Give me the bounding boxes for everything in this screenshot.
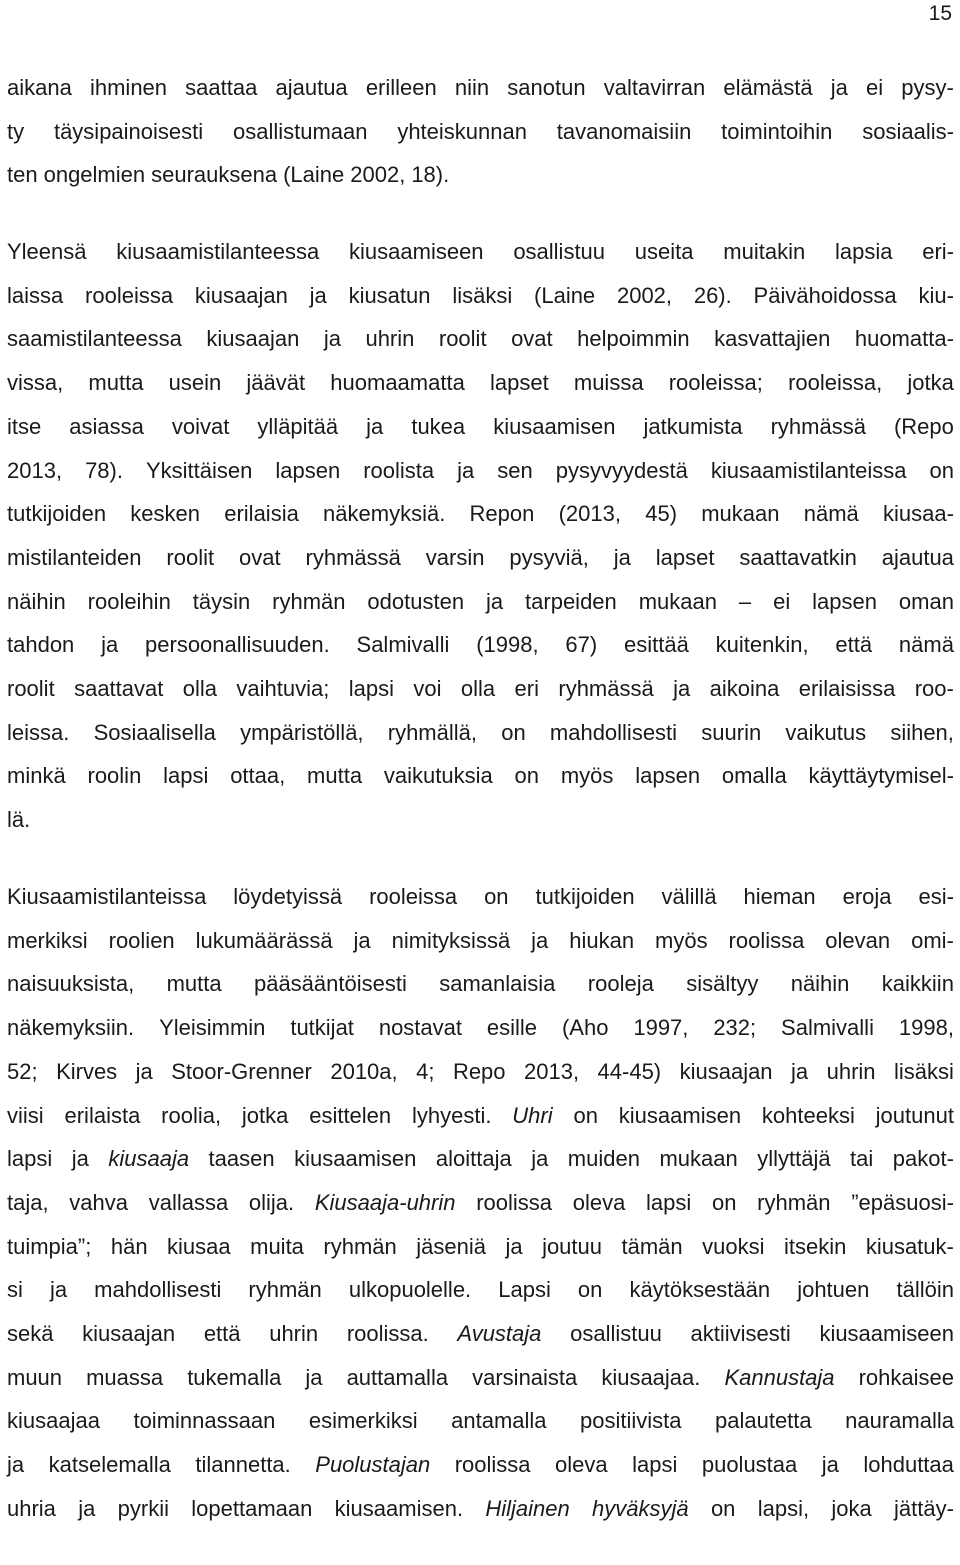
text-line: mistilanteiden roolit ovat ryhmässä varsin pysyviä, ja lapset saattavatkin ajautua — [7, 544, 954, 570]
text-line: leissa. Sosiaalisella ympäristöllä, ryhmällä, on mahdollisesti suurin vaikutus siihen, — [7, 719, 954, 745]
text-line: ja katselemalla tilannetta. Puolustajan roolissa oleva lapsi puolustaa ja lohduttaa — [7, 1452, 954, 1478]
text-line: viisi erilaista roolia, jotka esittelen lyhyesti. Uhri on kiusaamisen kohteeksi joutunut — [7, 1102, 954, 1128]
text-line: minkä roolin lapsi ottaa, mutta vaikutuksia on myös lapsen omalla käyttäytymisel- — [7, 763, 954, 789]
text-line: uhria ja pyrkii lopettamaan kiusaamisen. Hiljainen hyväksyjä on lapsi, joka jättäy- — [7, 1495, 954, 1521]
text-line: ty täysipainoisesti osallistumaan yhteiskunnan tavanomaisiin toimintoihin sosiaalis- — [7, 118, 954, 144]
text-line: aikana ihminen saattaa ajautua erilleen niin sanotun valtavirran elämästä ja ei pysy- — [7, 75, 954, 100]
page-number: 15 — [928, 2, 952, 25]
text-line: tahdon ja persoonallisuuden. Salmivalli (1998, 67) esittää kuitenkin, että nämä — [7, 632, 954, 658]
text-line: 2013, 78). Yksittäisen lapsen roolista ja sen pysyvyydestä kiusaamistilanteissa on — [7, 457, 954, 483]
text-line: kiusaajaa toiminnassaan esimerkiksi antamalla positiivista palautetta nauramalla — [7, 1408, 954, 1434]
text-line: näihin rooleihin täysin ryhmän odotusten ja tarpeiden mukaan – ei lapsen oman — [7, 588, 954, 614]
text-line: tutkijoiden kesken erilaisia näkemyksiä. Repon (2013, 45) mukaan nämä kiusaa- — [7, 501, 954, 527]
text-line: ten ongelmien seurauksena (Laine 2002, 18). — [7, 162, 450, 188]
text-line: laissa rooleissa kiusaajan ja kiusatun lisäksi (Laine 2002, 26). Päivähoidossa kiu- — [7, 282, 954, 308]
text-line: saamistilanteessa kiusaajan ja uhrin roolit ovat helpoimmin kasvattajien huomatta- — [7, 326, 954, 352]
text-line: muun muassa tukemalla ja auttamalla varsinaista kiusaajaa. Kannustaja rohkaisee — [7, 1364, 954, 1390]
text-line: itse asiassa voivat ylläpitää ja tukea kiusaamisen jatkumista ryhmässä (Repo — [7, 413, 954, 439]
text-line: merkiksi roolien lukumäärässä ja nimityksissä ja hiukan myös roolissa olevan omi- — [7, 927, 954, 953]
text-line: lä. — [7, 807, 31, 833]
text-line: naisuuksista, mutta pääsääntöisesti samanlaisia rooleja sisältyy näihin kaikkiin — [7, 971, 954, 997]
text-line: Yleensä kiusaamistilanteessa kiusaamiseen osallistuu useita muitakin lapsia eri- — [7, 239, 954, 264]
text-line: tuimpia”; hän kiusaa muita ryhmän jäseniä ja joutuu tämän vuoksi itsekin kiusatuk- — [7, 1233, 954, 1259]
text-line: sekä kiusaajan että uhrin roolissa. Avustaja osallistuu aktiivisesti kiusaamiseen — [7, 1321, 954, 1346]
text-line: taja, vahva vallassa olija. Kiusaaja-uhrin roolissa oleva lapsi on ryhmän ”epäsuosi- — [7, 1189, 954, 1215]
text-line: roolit saattavat olla vaihtuvia; lapsi voi olla eri ryhmässä ja aikoina erilaisissa roo- — [7, 676, 954, 701]
text-line: vissa, mutta usein jäävät huomaamatta lapset muissa rooleissa; rooleissa, jotka — [7, 370, 954, 396]
text-line: lapsi ja kiusaaja taasen kiusaamisen aloittaja ja muiden mukaan yllyttäjä tai pakot- — [7, 1146, 954, 1172]
text-line: 52; Kirves ja Stoor-Grenner 2010a, 4; Repo 2013, 44-45) kiusaajan ja uhrin lisäksi — [7, 1058, 954, 1084]
text-line: si ja mahdollisesti ryhmän ulkopuolelle. Lapsi on käytöksestään johtuen tällöin — [7, 1277, 954, 1303]
text-line: Kiusaamistilanteissa löydetyissä rooleissa on tutkijoiden välillä hieman eroja esi- — [7, 884, 954, 909]
text-line: näkemyksiin. Yleisimmin tutkijat nostavat esille (Aho 1997, 232; Salmivalli 1998, — [7, 1015, 954, 1041]
